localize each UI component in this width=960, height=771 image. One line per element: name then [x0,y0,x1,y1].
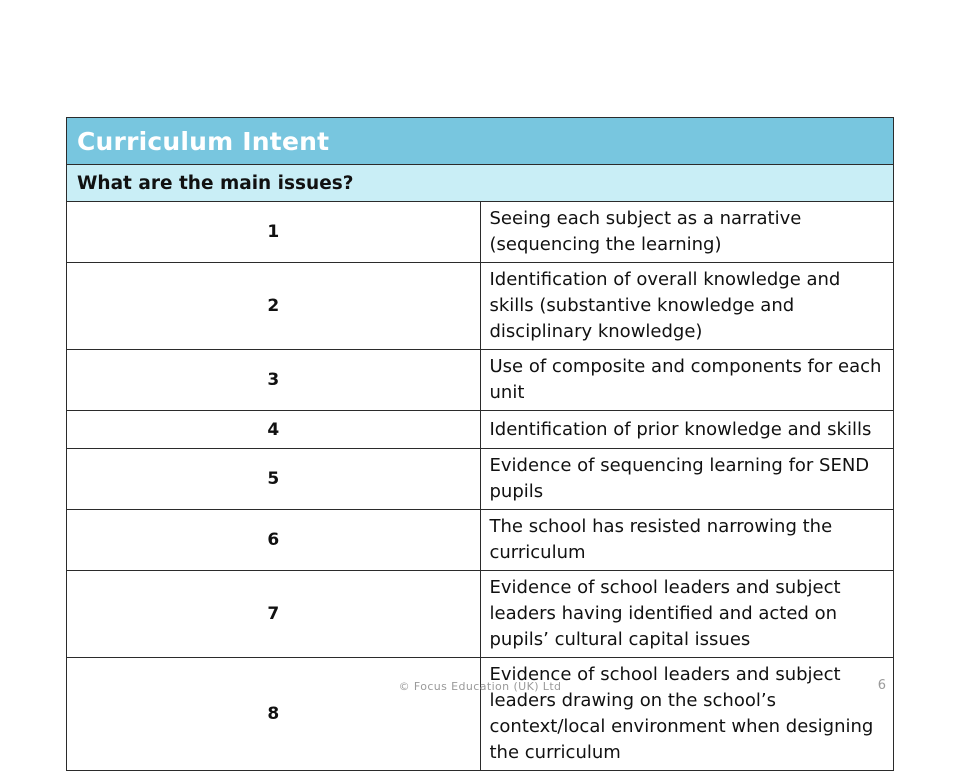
row-number: 4 [67,411,481,449]
table-row [67,510,894,571]
row-number: 5 [67,449,481,510]
row-number: 3 [67,350,481,411]
row-text: Identification of prior knowledge and skills [480,411,894,449]
row-text: Evidence of school leaders and subject leaders drawing on the school’s context/local environment when designing the curriculum [480,658,894,771]
table-title: Curriculum Intent [67,118,894,165]
row-number: 2 [67,263,481,350]
row-number: 7 [67,571,481,658]
table-subtitle: What are the main issues? [67,165,894,202]
table-title-row [67,118,894,165]
table-row [67,658,894,771]
row-text: Use of composite and components for each unit [480,350,894,411]
row-text: Evidence of school leaders and subject leaders having identified and acted on pupils’ cultural capital issues [480,571,894,658]
row-number: 1 [67,202,481,263]
row-text: Identification of overall knowledge and skills (substantive knowledge and disciplinary knowledge) [480,263,894,350]
copyright-footer: © Focus Education (UK) Ltd [398,680,562,693]
table-subtitle-row [67,165,894,202]
page-number: 6 [877,678,886,693]
table-row [67,263,894,350]
table-row [67,571,894,658]
table-row [67,350,894,411]
curriculum-intent-table [66,117,894,771]
table-row [67,411,894,449]
row-number: 8 [67,658,481,771]
table-row [67,449,894,510]
table-row [67,202,894,263]
row-text: Seeing each subject as a narrative (sequencing the learning) [480,202,894,263]
row-number: 6 [67,510,481,571]
row-text: The school has resisted narrowing the curriculum [480,510,894,571]
row-text: Evidence of sequencing learning for SEND pupils [480,449,894,510]
